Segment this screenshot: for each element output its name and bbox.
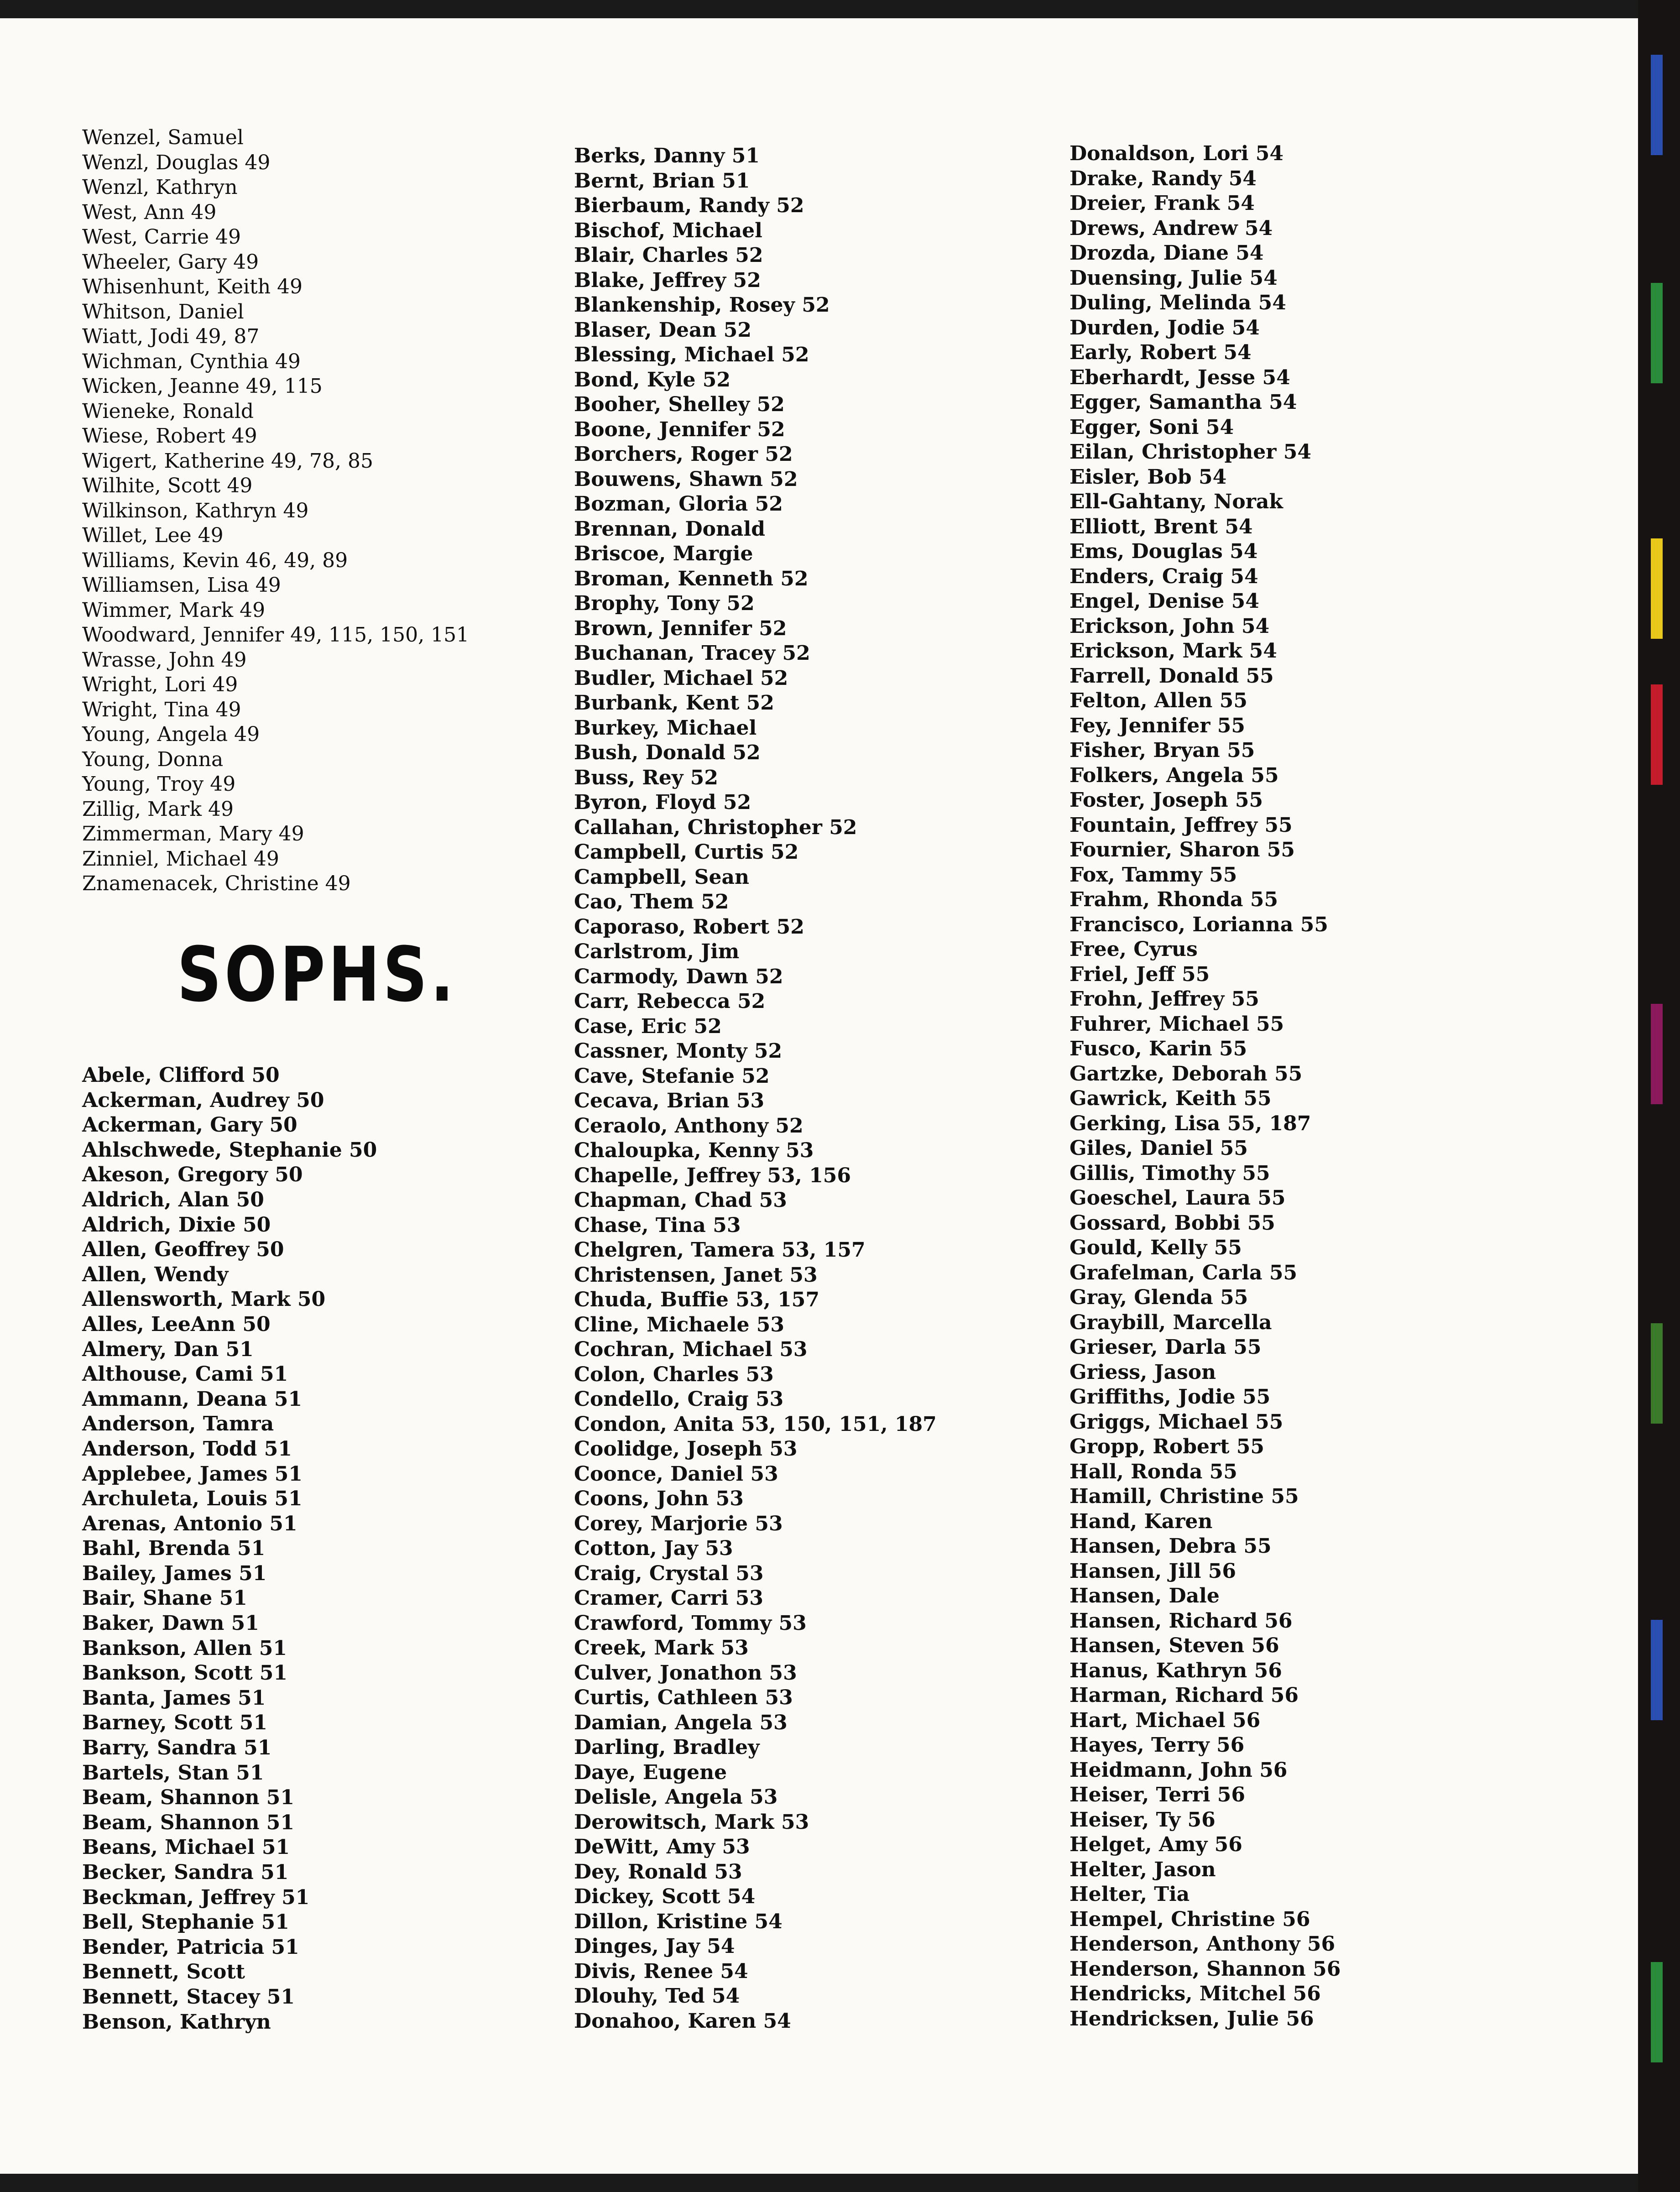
spine-color-stripe [1651, 684, 1663, 785]
index-entry: Francisco, Lorianna 55 [1070, 913, 1328, 936]
index-entry: Young, Troy 49 [82, 772, 236, 796]
index-entry: Crawford, Tommy 53 [574, 1611, 807, 1635]
index-entry: Gerking, Lisa 55, 187 [1070, 1112, 1311, 1135]
index-entry: Carr, Rebecca 52 [574, 990, 766, 1013]
index-entry: Zinniel, Michael 49 [82, 847, 279, 871]
index-entry: Hansen, Debra 55 [1070, 1534, 1272, 1558]
index-entry: Culver, Jonathon 53 [574, 1661, 797, 1685]
index-entry: Ems, Douglas 54 [1070, 540, 1258, 563]
index-entry: Blair, Charles 52 [574, 244, 763, 267]
index-entry: Wenzl, Kathryn [82, 176, 238, 199]
index-entry: Corey, Marjorie 53 [574, 1512, 783, 1535]
index-entry: Burbank, Kent 52 [574, 691, 774, 715]
index-entry: Berks, Danny 51 [574, 144, 760, 167]
index-entry: Alles, LeeAnn 50 [82, 1312, 271, 1336]
index-column-2 [574, 144, 937, 2034]
index-entry: Whitson, Daniel [82, 300, 244, 324]
index-entry: Engel, Denise 54 [1070, 590, 1259, 613]
index-entry: Gossard, Bobbi 55 [1070, 1211, 1275, 1235]
index-entry: Applebee, James 51 [82, 1462, 303, 1486]
index-entry: Banta, James 51 [82, 1686, 266, 1710]
index-entry: Blake, Jeffrey 52 [574, 268, 761, 292]
index-entry: Damian, Angela 53 [574, 1711, 788, 1734]
index-entry: Ceraolo, Anthony 52 [574, 1114, 803, 1138]
index-entry: Bozman, Gloria 52 [574, 492, 783, 516]
index-entry: Chapelle, Jeffrey 53, 156 [574, 1164, 851, 1187]
index-entry: Hansen, Steven 56 [1070, 1634, 1279, 1657]
index-entry: Woodward, Jennifer 49, 115, 150, 151 [82, 623, 470, 647]
index-entry: Bell, Stephanie 51 [82, 1910, 289, 1934]
index-entry: Coonce, Daniel 53 [574, 1462, 778, 1486]
index-entry: Bond, Kyle 52 [574, 368, 731, 391]
sophs-list [82, 1063, 377, 2035]
index-entry: Early, Robert 54 [1070, 341, 1252, 364]
index-entry: Durden, Jodie 54 [1070, 316, 1260, 339]
index-entry: Fisher, Bryan 55 [1070, 739, 1255, 762]
spine-color-stripe [1651, 1620, 1663, 1720]
index-entry: Beans, Michael 51 [82, 1836, 290, 1859]
spine-color-stripe [1651, 1962, 1663, 2062]
index-entry: Drake, Randy 54 [1070, 167, 1257, 190]
index-entry: Budler, Michael 52 [574, 666, 788, 690]
index-entry: Baker, Dawn 51 [82, 1612, 259, 1635]
index-entry: Byron, Floyd 52 [574, 791, 751, 814]
index-entry: Case, Eric 52 [574, 1014, 722, 1038]
index-entry: Bankson, Allen 51 [82, 1636, 287, 1660]
index-entry: Bartels, Stan 51 [82, 1761, 264, 1785]
index-entry: Beam, Shannon 51 [82, 1786, 295, 1810]
index-entry: Wieneke, Ronald [82, 399, 254, 423]
index-entry: Eilan, Christopher 54 [1070, 440, 1311, 464]
index-entry: Ell-Gahtany, Norak [1070, 490, 1283, 513]
index-entry: Whisenhunt, Keith 49 [82, 275, 303, 298]
index-entry: Harman, Richard 56 [1070, 1684, 1299, 1707]
index-entry: Daye, Eugene [574, 1760, 727, 1784]
index-entry: Barry, Sandra 51 [82, 1736, 272, 1760]
index-entry: Wenzl, Douglas 49 [82, 151, 271, 174]
index-entry: Cotton, Jay 53 [574, 1537, 733, 1560]
index-entry: Christensen, Janet 53 [574, 1263, 818, 1287]
index-entry: Bernt, Brian 51 [574, 169, 750, 193]
index-entry: Grafelman, Carla 55 [1070, 1261, 1298, 1284]
index-entry: Wiatt, Jodi 49, 87 [82, 325, 260, 348]
index-entry: Archuleta, Louis 51 [82, 1487, 303, 1511]
index-entry: Grieser, Darla 55 [1070, 1336, 1262, 1359]
index-entry: Ackerman, Gary 50 [82, 1113, 297, 1137]
index-entry: Blankenship, Rosey 52 [574, 293, 830, 317]
index-column-1 [82, 125, 469, 897]
index-entry: Dillon, Kristine 54 [574, 1910, 783, 1933]
index-entry: Gawrick, Keith 55 [1070, 1087, 1272, 1110]
index-entry: Borchers, Roger 52 [574, 443, 793, 466]
index-entry: Booher, Shelley 52 [574, 393, 785, 416]
index-entry: Wicken, Jeanne 49, 115 [82, 375, 323, 398]
index-entry: Cramer, Carri 53 [574, 1587, 764, 1610]
index-entry: Chase, Tina 53 [574, 1213, 741, 1237]
index-entry: Bischof, Michael [574, 219, 762, 242]
index-entry: Hart, Michael 56 [1070, 1708, 1261, 1732]
index-entry: Helter, Jason [1070, 1858, 1216, 1881]
index-entry: Young, Angela 49 [82, 723, 260, 746]
index-entry: Farrell, Donald 55 [1070, 664, 1274, 688]
index-entry: Brennan, Donald [574, 517, 765, 541]
index-entry: Wiese, Robert 49 [82, 424, 257, 448]
index-entry: Almery, Dan 51 [82, 1337, 254, 1361]
index-entry: Carlstrom, Jim [574, 940, 740, 963]
index-entry: Burkey, Michael [574, 716, 757, 740]
index-entry: Drews, Andrew 54 [1070, 216, 1273, 240]
index-entry: Felton, Allen 55 [1070, 689, 1247, 712]
index-entry: Dlouhy, Ted 54 [574, 1984, 740, 2008]
index-entry: Fey, Jennifer 55 [1070, 714, 1245, 737]
spine-color-stripe [1651, 1004, 1663, 1104]
index-entry: Gray, Glenda 55 [1070, 1286, 1248, 1309]
index-entry: Hanus, Kathryn 56 [1070, 1659, 1282, 1682]
index-entry: Eisler, Bob 54 [1070, 465, 1227, 489]
index-entry: Buchanan, Tracey 52 [574, 642, 810, 665]
index-entry: Hamill, Christine 55 [1070, 1485, 1299, 1508]
index-entry: Eberhardt, Jesse 54 [1070, 365, 1290, 389]
index-entry: Giles, Daniel 55 [1070, 1137, 1248, 1160]
index-entry: Free, Cyrus [1070, 938, 1198, 961]
index-entry: Bennett, Scott [82, 1960, 245, 1984]
index-entry: Benson, Kathryn [82, 2010, 271, 2034]
index-entry: Duling, Melinda 54 [1070, 291, 1286, 314]
index-entry: Anderson, Todd 51 [82, 1437, 292, 1461]
index-entry: Darling, Bradley [574, 1736, 760, 1759]
index-entry: Beckman, Jeffrey 51 [82, 1885, 310, 1909]
index-entry: Donahoo, Karen 54 [574, 2009, 791, 2033]
index-entry: Graybill, Marcella [1070, 1310, 1272, 1334]
index-entry: Hansen, Dale [1070, 1584, 1220, 1607]
index-entry: Divis, Renee 54 [574, 1959, 748, 1983]
index-entry: Dickey, Scott 54 [574, 1885, 756, 1908]
index-entry: Zimmerman, Mary 49 [82, 822, 304, 845]
index-entry: Cave, Stefanie 52 [574, 1064, 770, 1088]
index-entry: Cline, Michaele 53 [574, 1313, 785, 1336]
index-entry: Foster, Joseph 55 [1070, 788, 1263, 812]
index-entry: Frahm, Rhonda 55 [1070, 888, 1278, 911]
index-entry: Bouwens, Shawn 52 [574, 467, 798, 491]
index-entry: Colon, Charles 53 [574, 1362, 774, 1386]
index-entry: DeWitt, Amy 53 [574, 1835, 750, 1858]
index-entry: Campbell, Sean [574, 865, 749, 889]
index-entry: Wilkinson, Kathryn 49 [82, 499, 309, 522]
index-entry: Coons, John 53 [574, 1487, 744, 1510]
index-entry: Bender, Patricia 51 [82, 1935, 299, 1959]
spine-color-stripe [1651, 1323, 1663, 1424]
index-entry: Campbell, Curtis 52 [574, 840, 799, 864]
index-entry: Broman, Kenneth 52 [574, 567, 809, 590]
index-entry: Becker, Sandra 51 [82, 1861, 289, 1884]
index-entry: Bennett, Stacey 51 [82, 1985, 295, 2009]
index-entry: Cassner, Monty 52 [574, 1039, 783, 1063]
index-entry: West, Carrie 49 [82, 225, 241, 249]
section-heading: SOPHS. [177, 931, 457, 1018]
index-entry: Condello, Craig 53 [574, 1388, 784, 1411]
index-entry: Akeson, Gregory 50 [82, 1163, 303, 1187]
index-entry: Enders, Craig 54 [1070, 564, 1258, 588]
index-entry: Dey, Ronald 53 [574, 1860, 742, 1884]
index-entry: Carmody, Dawn 52 [574, 965, 783, 988]
index-entry: Wright, Tina 49 [82, 698, 241, 721]
index-entry: Wilhite, Scott 49 [82, 474, 253, 497]
index-entry: Arenas, Antonio 51 [82, 1512, 297, 1535]
index-entry: Aldrich, Dixie 50 [82, 1213, 271, 1237]
index-entry: Hansen, Jill 56 [1070, 1559, 1236, 1583]
index-entry: Barney, Scott 51 [82, 1711, 267, 1735]
index-entry: Fournier, Sharon 55 [1070, 838, 1295, 861]
index-entry: Dinges, Jay 54 [574, 1935, 735, 1958]
index-entry: Cao, Them 52 [574, 890, 729, 913]
index-entry: Allen, Wendy [82, 1263, 229, 1286]
index-entry: Willet, Lee 49 [82, 524, 224, 547]
index-entry: Folkers, Angela 55 [1070, 763, 1279, 787]
index-entry: Briscoe, Margie [574, 542, 753, 565]
index-entry: Fox, Tammy 55 [1070, 863, 1237, 887]
index-entry: Erickson, Mark 54 [1070, 639, 1277, 663]
index-entry: Griess, Jason [1070, 1360, 1216, 1384]
index-entry: Griggs, Michael 55 [1070, 1410, 1283, 1434]
index-entry: Chapman, Chad 53 [574, 1189, 787, 1212]
index-entry: Goeschel, Laura 55 [1070, 1186, 1286, 1210]
index-entry: Williamsen, Lisa 49 [82, 574, 281, 597]
spine-color-stripe [1651, 538, 1663, 639]
index-entry: Brophy, Tony 52 [574, 592, 755, 615]
index-entry: Chuda, Buffie 53, 157 [574, 1288, 819, 1311]
index-entry: Griffiths, Jodie 55 [1070, 1385, 1271, 1409]
index-entry: Henderson, Shannon 56 [1070, 1957, 1341, 1981]
index-column-3 [1070, 141, 1341, 2031]
index-entry: Egger, Samantha 54 [1070, 391, 1297, 414]
yearbook-page [0, 18, 1638, 2174]
index-entry: Ammann, Deana 51 [82, 1387, 303, 1411]
index-entry: Hayes, Terry 56 [1070, 1733, 1245, 1757]
index-entry: Gould, Kelly 55 [1070, 1236, 1242, 1259]
index-entry: Wheeler, Gary 49 [82, 250, 259, 274]
book-spine-edge [1638, 0, 1680, 2192]
index-entry: Derowitsch, Mark 53 [574, 1810, 809, 1834]
index-entry: Hall, Ronda 55 [1070, 1460, 1237, 1483]
index-entry: Craig, Crystal 53 [574, 1561, 764, 1585]
index-entry: Boone, Jennifer 52 [574, 418, 785, 441]
index-entry: Bahl, Brenda 51 [82, 1537, 266, 1560]
index-entry: Blessing, Michael 52 [574, 343, 809, 366]
index-entry: Callahan, Christopher 52 [574, 815, 857, 839]
index-entry: Wenzel, Samuel [82, 126, 244, 149]
index-entry: Allensworth, Mark 50 [82, 1288, 326, 1311]
index-entry: Caporaso, Robert 52 [574, 915, 804, 939]
index-entry: Egger, Soni 54 [1070, 415, 1234, 439]
spine-color-stripe [1651, 283, 1663, 383]
index-entry: Znamenacek, Christine 49 [82, 872, 351, 895]
index-entry: Williams, Kevin 46, 49, 89 [82, 548, 348, 572]
index-entry: Duensing, Julie 54 [1070, 266, 1278, 290]
index-entry: Helget, Amy 56 [1070, 1833, 1242, 1856]
index-entry: Delisle, Angela 53 [574, 1785, 778, 1809]
index-entry: Ahlschwede, Stephanie 50 [82, 1138, 377, 1162]
index-entry: Coolidge, Joseph 53 [574, 1437, 798, 1461]
index-entry: Buss, Rey 52 [574, 766, 719, 789]
index-entry: Hendricks, Mitchel 56 [1070, 1982, 1321, 2005]
index-entry: Wrasse, John 49 [82, 648, 247, 672]
index-entry: Drozda, Diane 54 [1070, 241, 1264, 265]
index-entry: Fuhrer, Michael 55 [1070, 1012, 1284, 1036]
index-entry: Fountain, Jeffrey 55 [1070, 813, 1293, 837]
index-entry: Heidmann, John 56 [1070, 1758, 1288, 1782]
index-entry: Gartzke, Deborah 55 [1070, 1062, 1303, 1086]
index-entry: Zillig, Mark 49 [82, 797, 234, 821]
index-entry: Hendricksen, Julie 56 [1070, 2007, 1314, 2030]
index-entry: West, Ann 49 [82, 200, 217, 224]
index-entry: Anderson, Tamra [82, 1412, 274, 1436]
index-entry: Wimmer, Mark 49 [82, 598, 266, 622]
index-entry: Wichman, Cynthia 49 [82, 350, 301, 373]
index-entry: Blaser, Dean 52 [574, 318, 751, 342]
index-entry: Bailey, James 51 [82, 1561, 267, 1585]
index-entry: Helter, Tia [1070, 1883, 1190, 1906]
index-entry: Creek, Mark 53 [574, 1636, 749, 1660]
index-entry: Abele, Clifford 50 [82, 1064, 280, 1087]
index-entry: Wright, Lori 49 [82, 673, 238, 696]
index-entry: Condon, Anita 53, 150, 151, 187 [574, 1412, 937, 1436]
index-entry: Gillis, Timothy 55 [1070, 1161, 1270, 1185]
index-entry: Cecava, Brian 53 [574, 1089, 765, 1112]
index-entry: Curtis, Cathleen 53 [574, 1686, 793, 1709]
index-entry: Hempel, Christine 56 [1070, 1907, 1310, 1931]
index-entry: Bankson, Scott 51 [82, 1661, 288, 1685]
index-entry: Brown, Jennifer 52 [574, 616, 787, 640]
index-entry: Althouse, Cami 51 [82, 1362, 288, 1386]
spine-color-stripe [1651, 55, 1663, 155]
index-entry: Gropp, Robert 55 [1070, 1435, 1265, 1458]
index-entry: Bierbaum, Randy 52 [574, 194, 804, 217]
index-entry: Dreier, Frank 54 [1070, 192, 1255, 215]
index-entry: Young, Donna [82, 747, 224, 771]
index-entry: Bair, Shane 51 [82, 1587, 247, 1610]
index-entry: Hansen, Richard 56 [1070, 1609, 1293, 1633]
index-entry: Bush, Donald 52 [574, 741, 761, 764]
index-entry: Heiser, Ty 56 [1070, 1808, 1216, 1832]
index-entry: Aldrich, Alan 50 [82, 1188, 264, 1211]
index-entry: Erickson, John 54 [1070, 614, 1270, 638]
index-entry: Heiser, Terri 56 [1070, 1783, 1245, 1806]
index-entry: Fusco, Karin 55 [1070, 1037, 1247, 1060]
index-entry: Henderson, Anthony 56 [1070, 1932, 1336, 1956]
index-entry: Ackerman, Audrey 50 [82, 1088, 324, 1112]
index-entry: Donaldson, Lori 54 [1070, 142, 1283, 165]
index-entry: Hand, Karen [1070, 1509, 1213, 1533]
index-entry: Elliott, Brent 54 [1070, 515, 1253, 538]
index-entry: Allen, Geoffrey 50 [82, 1238, 284, 1262]
index-entry: Chelgren, Tamera 53, 157 [574, 1238, 866, 1262]
index-entry: Chaloupka, Kenny 53 [574, 1139, 814, 1162]
index-entry: Wigert, Katherine 49, 78, 85 [82, 449, 373, 473]
index-entry: Frohn, Jeffrey 55 [1070, 987, 1259, 1011]
index-entry: Friel, Jeff 55 [1070, 962, 1210, 986]
index-entry: Cochran, Michael 53 [574, 1338, 808, 1361]
index-entry: Beam, Shannon 51 [82, 1811, 295, 1834]
